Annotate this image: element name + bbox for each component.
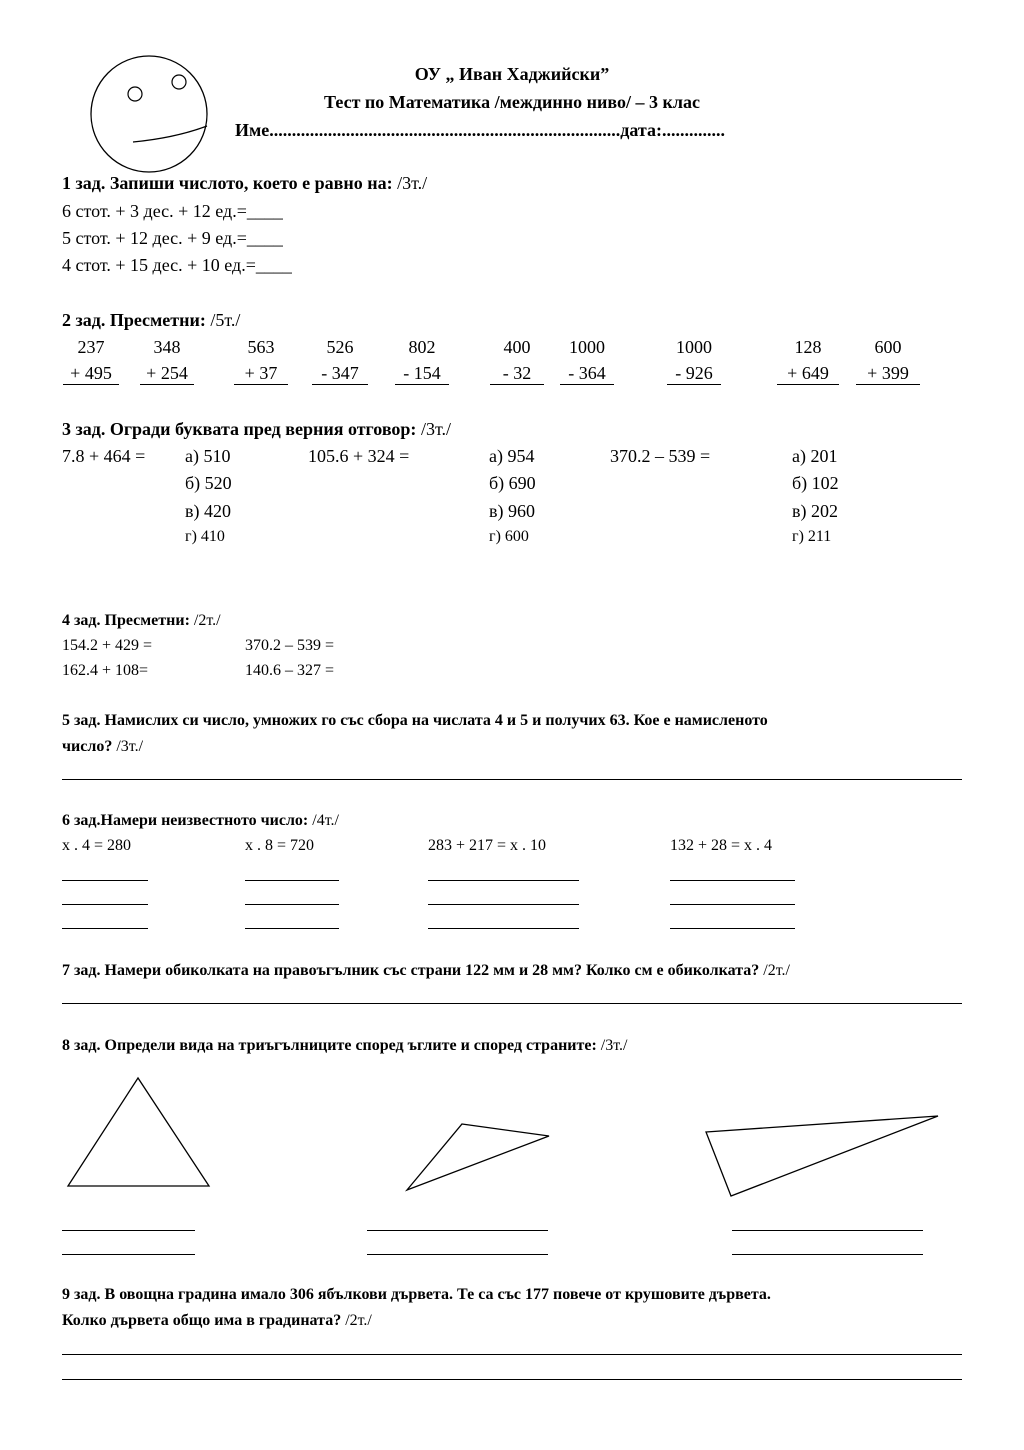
task8-answer-line[interactable] [732, 1254, 923, 1255]
task3-expr-2: 105.6 + 324 = [308, 446, 410, 466]
task6-line[interactable] [62, 928, 148, 929]
task6-eq-2: x . 8 = 720 [245, 837, 315, 854]
school-name: ОУ „ Иван Хаджийски” [414, 64, 610, 84]
task6-line[interactable] [428, 880, 579, 881]
task9-answer-line[interactable] [62, 1354, 962, 1355]
triangle-equilateral [68, 1078, 209, 1186]
task3-g1-option-b: б) 520 [185, 473, 232, 493]
task2-col-10: 600 + 399 [852, 337, 924, 385]
task3-g3-option-a: а) 201 [792, 446, 838, 466]
task2-col-5: 802 - 154 [392, 337, 452, 385]
task6-line[interactable] [670, 880, 795, 881]
task6-line[interactable] [670, 928, 795, 929]
task5-line-1: 5 зад. Намислих си число, умножих го със сбора на числата 4 и 5 и получих 63. Кое е намисленото [62, 712, 768, 729]
test-title: Тест по Математика /междинно ниво/ – 3 клас [324, 92, 700, 112]
task6-line[interactable] [245, 904, 339, 905]
task2-col-4: 526 - 347 [310, 337, 370, 385]
task6-eq-3: 283 + 217 = x . 10 [428, 837, 547, 854]
task7-heading: 7 зад. Намери обиколката на правоъгълник със страни 122 мм и 28 мм? Колко см е обиколката? /2т./ [62, 962, 790, 979]
task3-g1-option-d: г) 410 [185, 528, 225, 545]
task6-line[interactable] [670, 904, 795, 905]
task4-right-1: 370.2 – 539 = [245, 637, 335, 654]
task8-answer-line[interactable] [62, 1254, 195, 1255]
task3-heading: 3 зад. Огради буквата пред верния отговор: /3т./ [62, 419, 451, 439]
task2-heading: 2 зад. Пресметни: /5т./ [62, 310, 241, 330]
task3-expr-3: 370.2 – 539 = [610, 446, 711, 466]
task5-answer-line[interactable] [62, 779, 962, 780]
task8-heading: 8 зад. Определи вида на триъгълниците според ъглите и според страните: /3т./ [62, 1037, 628, 1054]
task8-answer-line[interactable] [732, 1230, 923, 1231]
task3-g2-option-c: в) 960 [489, 501, 535, 521]
task3-g1-option-a: а) 510 [185, 446, 231, 466]
task4-left-2: 162.4 + 108= [62, 662, 149, 679]
task2-col-7: 1000 - 364 [558, 337, 616, 385]
task6-eq-4: 132 + 28 = x . 4 [670, 837, 773, 854]
triangle-scalene-long [706, 1116, 938, 1196]
task3-g3-option-b: б) 102 [792, 473, 839, 493]
task8-answer-line[interactable] [62, 1230, 195, 1231]
task6-eq-1: x . 4 = 280 [62, 837, 132, 854]
task2-col-6: 400 - 32 [488, 337, 546, 385]
task6-line[interactable] [245, 880, 339, 881]
task3-g3-option-c: в) 202 [792, 501, 838, 521]
name-date-line: Име..............................................................................дата:.............. [235, 120, 725, 140]
task1-line-2: 5 стот. + 12 дес. + 9 ед.=____ [62, 228, 283, 248]
task3-expr-1: 7.8 + 464 = [62, 446, 146, 466]
task1-line-1: 6 стот. + 3 дес. + 12 ед.=____ [62, 201, 283, 221]
task9-line-2: Колко дървета общо има в градината? /2т./ [62, 1312, 372, 1329]
task4-heading: 4 зад. Пресметни: /2т./ [62, 612, 221, 629]
task3-g2-option-d: г) 600 [489, 528, 529, 545]
triangle-obtuse [407, 1124, 549, 1190]
name-label: Име [235, 120, 270, 140]
task2-col-1: 237 + 495 [62, 337, 120, 385]
task4-left-1: 154.2 + 429 = [62, 637, 153, 654]
task6-line[interactable] [62, 904, 148, 905]
task6-line[interactable] [245, 928, 339, 929]
task2-col-8: 1000 - 926 [665, 337, 723, 385]
task1-line-3: 4 стот. + 15 дес. + 10 ед.=____ [62, 255, 292, 275]
task3-g2-option-b: б) 690 [489, 473, 536, 493]
task8-answer-line[interactable] [367, 1230, 548, 1231]
task1-heading: 1 зад. Запиши числото, което е равно на: /3т./ [62, 173, 428, 193]
task3-g2-option-a: а) 954 [489, 446, 535, 466]
date-label: дата: [620, 120, 662, 140]
task3-g3-option-d: г) 211 [792, 528, 832, 545]
task6-line[interactable] [428, 928, 579, 929]
task6-heading: 6 зад.Намери неизвестното число: /4т./ [62, 812, 339, 829]
task6-line[interactable] [62, 880, 148, 881]
task6-line[interactable] [428, 904, 579, 905]
task2-col-2: 348 + 254 [138, 337, 196, 385]
task9-answer-line[interactable] [62, 1379, 962, 1380]
task3-g1-option-c: в) 420 [185, 501, 231, 521]
task2-col-9: 128 + 649 [772, 337, 844, 385]
task8-answer-line[interactable] [367, 1254, 548, 1255]
task9-line-1: 9 зад. В овощна градина имало 306 ябълкови дървета. Те са със 177 повече от крушовите дървета. [62, 1286, 771, 1303]
task7-answer-line[interactable] [62, 1003, 962, 1004]
task2-col-3: 563 + 37 [232, 337, 290, 385]
task4-right-2: 140.6 – 327 = [245, 662, 335, 679]
task5-line-2: число? /3т./ [62, 738, 144, 755]
